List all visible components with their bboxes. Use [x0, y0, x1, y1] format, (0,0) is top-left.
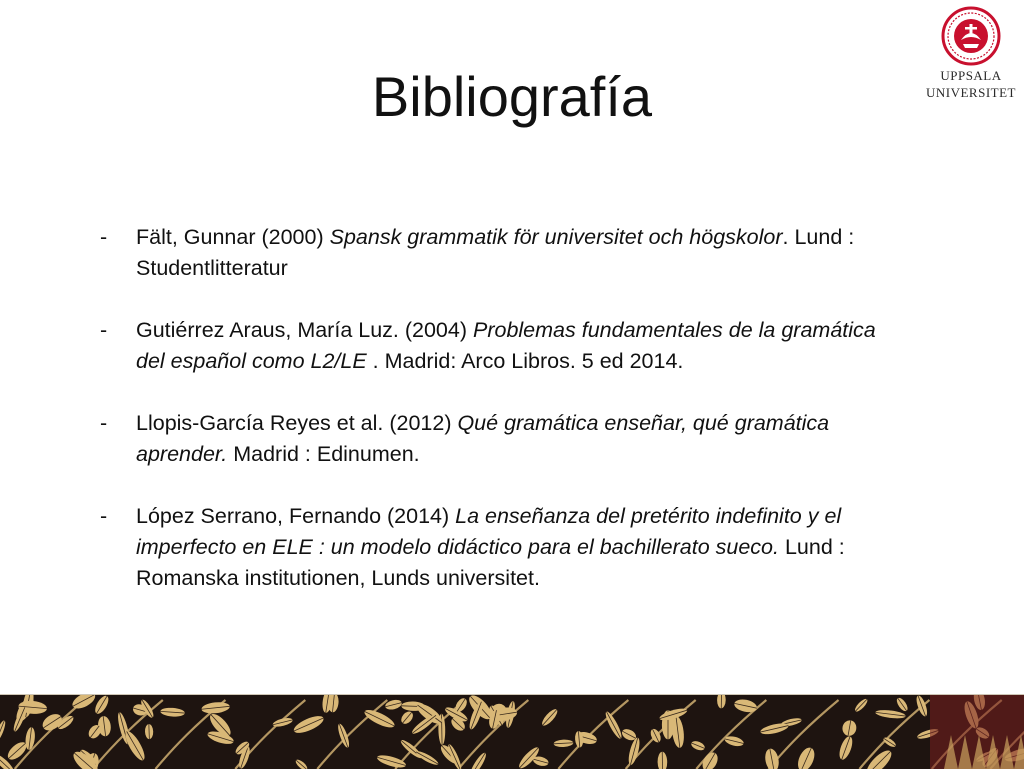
- list-marker: -: [100, 222, 107, 253]
- slide-title: Bibliografía: [0, 62, 1024, 132]
- reference-author: Gutiérrez Araus, María Luz. (2004): [136, 318, 473, 342]
- reference-author: Fält, Gunnar (2000): [136, 225, 330, 249]
- reference-title: Problemas fundamentales de la gramática del español como L2/LE: [136, 318, 876, 373]
- uppsala-university-logo: [918, 6, 1024, 106]
- list-marker: -: [100, 408, 107, 439]
- leaf-pattern-decoration: [0, 695, 1024, 769]
- reference-item: [100, 315, 900, 377]
- reference-title: Spansk grammatik för universitet och högskolor: [330, 225, 783, 249]
- reference-item: [100, 222, 900, 284]
- reference-publisher: . Madrid: Arco Libros. 5 ed 2014.: [367, 349, 684, 373]
- list-marker: -: [100, 315, 107, 346]
- logo-text-uppsala: UPPSALA: [918, 68, 1024, 83]
- list-marker: -: [100, 501, 107, 532]
- reference-author: López Serrano, Fernando (2014): [136, 504, 455, 528]
- reference-author: Llopis-García Reyes et al. (2012): [136, 411, 457, 435]
- bibliography-list: [100, 222, 900, 625]
- reference-title: La enseñanza del pretérito indefinito y el imperfecto en ELE : un modelo didáctico para el bachillerato sueco.: [136, 504, 841, 559]
- reference-publisher: . Lund : Studentlitteratur: [136, 225, 854, 280]
- reference-publisher: Lund : Romanska institutionen, Lunds universitet.: [136, 535, 845, 590]
- reference-title: Qué gramática enseñar, qué gramática aprender.: [136, 411, 829, 466]
- reference-item: [100, 501, 900, 594]
- reference-item: [100, 408, 900, 470]
- reference-publisher: Madrid : Edinumen.: [227, 442, 419, 466]
- decorative-leaf-footer: [0, 694, 1024, 769]
- logo-text-universitet: UNIVERSITET: [918, 85, 1024, 100]
- university-seal-icon: [941, 6, 1001, 66]
